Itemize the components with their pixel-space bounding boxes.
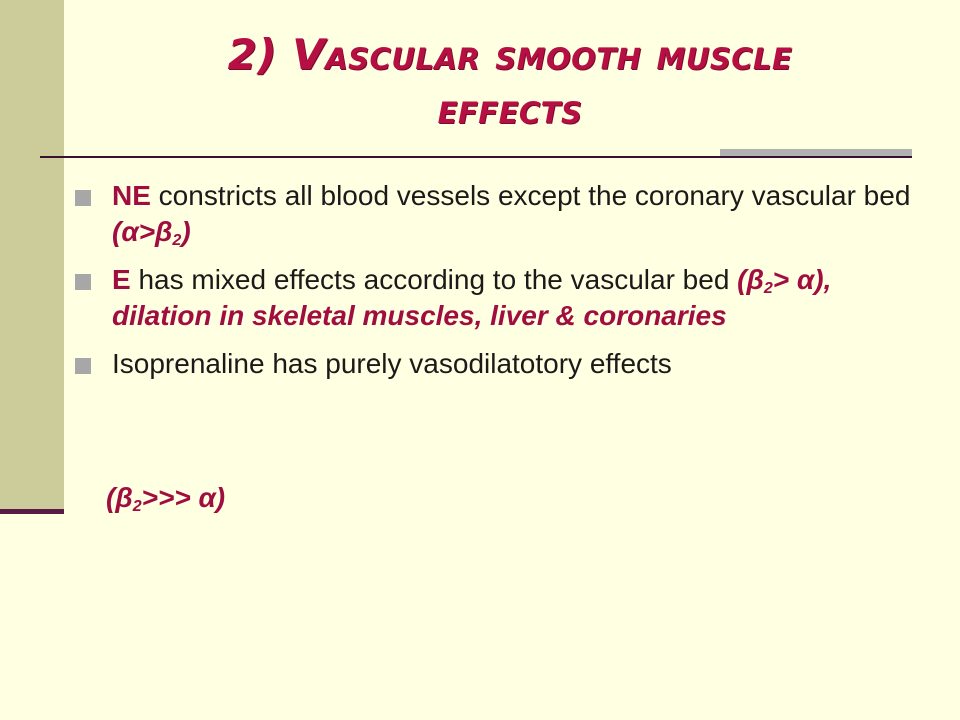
slide-title-line-2: effects — [437, 84, 583, 133]
receptor-open: (β — [737, 264, 764, 295]
left-sidebar-bar — [0, 0, 64, 513]
slide-title — [120, 28, 900, 136]
receptor-close: >>> α) — [141, 482, 226, 513]
receptor-close: ) — [181, 216, 191, 247]
bullet-isoprenaline — [75, 346, 935, 382]
bullet-ne — [75, 178, 935, 250]
bullet-text: Isoprenaline has purely vasodilatotory effects — [112, 348, 672, 379]
title-rule-accent — [720, 149, 912, 156]
bullet-receptor-note — [112, 216, 191, 247]
receptor-subscript: 2 — [763, 280, 773, 297]
slide-title-line-1: 2) Vascular smooth muscle — [227, 30, 793, 79]
receptor-subscript: 2 — [132, 498, 142, 515]
bullet-square-icon — [75, 190, 91, 206]
bullet-text: has mixed effects according to the vascular bed — [130, 264, 738, 295]
bullet-square-icon — [75, 274, 91, 290]
receptor-close: > α), dilation in skeletal muscles, liver & coronaries — [112, 264, 832, 331]
left-sidebar-accent — [0, 509, 64, 514]
receptor-open: (α>β — [112, 216, 173, 247]
bullet-square-icon — [75, 358, 91, 374]
bullet-text: constricts all blood vessels except the coronary vascular bed — [150, 180, 911, 211]
bullet-lead-ne: NE — [112, 180, 151, 211]
bullet-lead-e: E — [112, 264, 131, 295]
receptor-open: (β — [106, 482, 133, 513]
receptor-subscript: 2 — [172, 232, 182, 249]
bullet-list — [75, 178, 935, 394]
title-rule — [40, 156, 912, 158]
isoprenaline-receptor-note — [106, 480, 225, 516]
bullet-e — [75, 262, 935, 334]
